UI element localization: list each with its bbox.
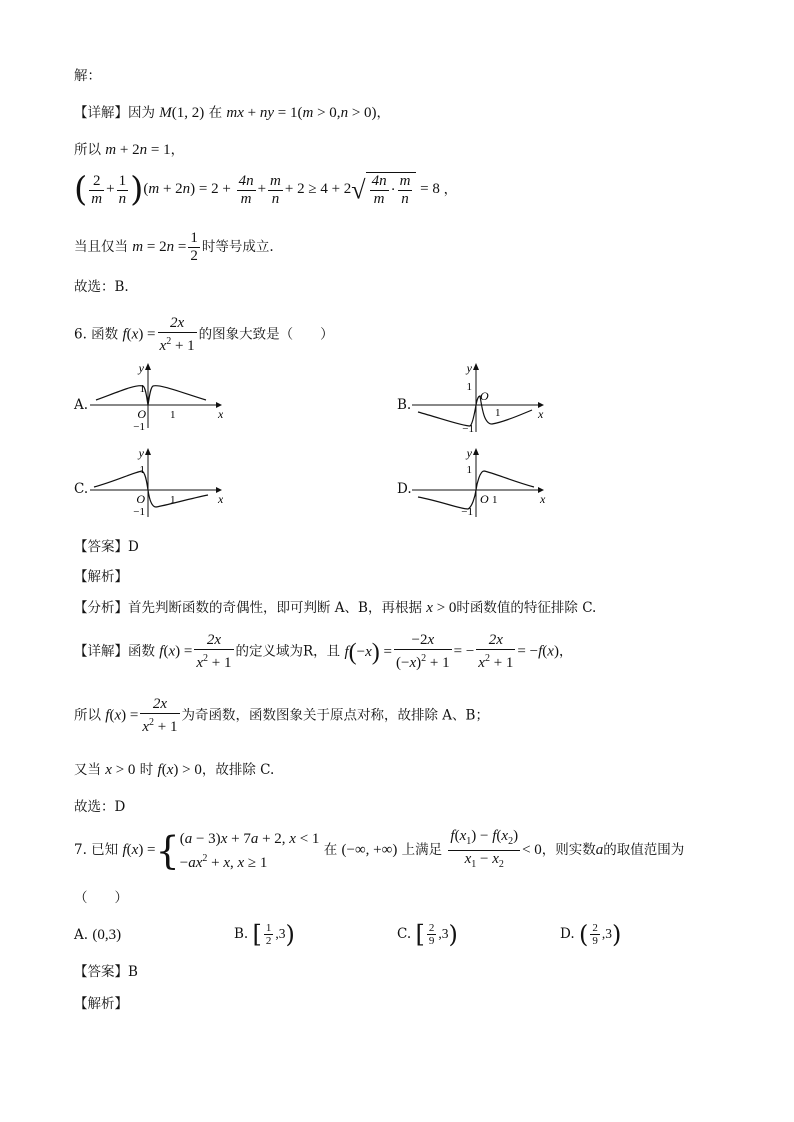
- tick-neg-one-label: −1: [133, 506, 145, 518]
- tick-one-label: 1: [170, 494, 176, 506]
- q7-option-b: B. [ $\frac{1}{2}$ ,3): [234, 920, 295, 949]
- x-axis-label: x: [540, 492, 546, 506]
- graph-option-d: [410, 445, 550, 520]
- detail-line-2: 【详解】函数 f(x) = $\frac{2x}{x^2 + 1}$ 的定义域为R，且 f(−x) = $\frac{-2x}{(-x)^2 + 1}$ = − $\frac{2x}{x^2 + 1}$ = −f(x)，: [74, 632, 573, 671]
- x-axis-label: x: [218, 407, 223, 421]
- origin-label: O: [480, 492, 489, 506]
- tick-neg-one-label: −1: [133, 421, 145, 430]
- option-d-label: D.: [397, 481, 412, 497]
- tick-one-label: 1: [170, 409, 176, 421]
- option-b-label: B.: [397, 397, 412, 413]
- tick-one-y-label: 1: [139, 383, 145, 395]
- choice-b-line: 故选：B.: [74, 279, 129, 295]
- answer-line-7: 【答案】B: [74, 964, 138, 980]
- tick-one-y-label: 1: [466, 381, 472, 393]
- equality-condition-line: 当且仅当 m = 2n = $\frac{1}{2}$ 时等号成立.: [74, 230, 274, 264]
- positive-line: 又当 x > 0 时 f(x) > 0，故排除 C.: [74, 762, 275, 778]
- tick-one-y-label: 1: [139, 464, 145, 476]
- y-axis-label: y: [138, 361, 144, 375]
- origin-label: O: [136, 492, 145, 506]
- analysis-tag-7: 【解析】: [74, 996, 128, 1012]
- q7-option-a: A. (0,3): [74, 927, 122, 943]
- q7-option-c: C. [ $\frac{2}{9}$ ,3): [397, 920, 458, 949]
- tick-neg-one-label: −1: [461, 506, 473, 518]
- analysis-tag-6: 【解析】: [74, 569, 128, 585]
- graph-option-c: [88, 445, 223, 520]
- answer-line-6: 【答案】D: [74, 539, 139, 555]
- tick-one-label: 1: [492, 494, 498, 506]
- inequality-line: ( $\frac{2}{m}$ + $\frac{1}{n}$ )(m + 2n) = 2 + $\frac{4n}{m}$ + $\frac{m}{n}$ + 2 ≥ 4 + 2√ $\frac{4n}{m}$ · $\frac{m}{n}$ = 8 ，: [74, 170, 458, 210]
- detail-tag: 【详解】: [74, 105, 128, 121]
- y-axis-label: y: [466, 361, 472, 375]
- y-axis-label: y: [138, 446, 144, 460]
- choice-d-line: 故选：D: [74, 799, 126, 815]
- option-a-label: A.: [74, 397, 89, 413]
- x-axis-label: x: [538, 407, 544, 421]
- option-c-label: C.: [74, 481, 89, 497]
- origin-label: O: [480, 389, 489, 403]
- solution-label: 解：: [74, 68, 101, 84]
- question-7-paren: （ ）: [74, 890, 128, 906]
- y-axis-label: y: [466, 446, 472, 460]
- detail-line-1: 【详解】因为 M(1, 2) 在 mx + ny = 1(m > 0,n > 0)，: [74, 105, 391, 121]
- q7-option-d: D. ( $\frac{2}{9}$ ,3): [560, 920, 622, 949]
- graph-option-a: [88, 360, 223, 430]
- tick-neg-one-label: −1: [462, 423, 474, 435]
- odd-function-line: 所以 f(x) = $\frac{2x}{x^2 + 1}$ 为奇函数，函数图象关于原点对称，故排除 A、B；: [74, 696, 489, 735]
- origin-label: O: [137, 407, 146, 421]
- tick-one-y-label: 1: [466, 464, 472, 476]
- question-6: 6. 函数 f(x) = $\frac{2x}{x^2 + 1}$ 的图象大致是（ ）: [74, 315, 334, 354]
- tick-one-label: 1: [495, 407, 501, 419]
- analysis-line: 【分析】首先判断函数的奇偶性，即可判断 A、B，再根据 x > 0时函数值的特征排除 C.: [74, 600, 597, 616]
- graph-option-b: [410, 360, 550, 435]
- so-line: 所以 m + 2n = 1，: [74, 142, 185, 158]
- x-axis-label: x: [218, 492, 223, 506]
- question-7: 7. 已知 f(x) ={ (a − 3)x + 7a + 2, x < 1 $-ax^2 + x$, x ≥ 1 在 (−∞, +∞) 上满足 $\frac{f(x_1) - f(x_2)}{x_1 - x_2}$ < 0，则实数a的取值范围为: [74, 828, 685, 873]
